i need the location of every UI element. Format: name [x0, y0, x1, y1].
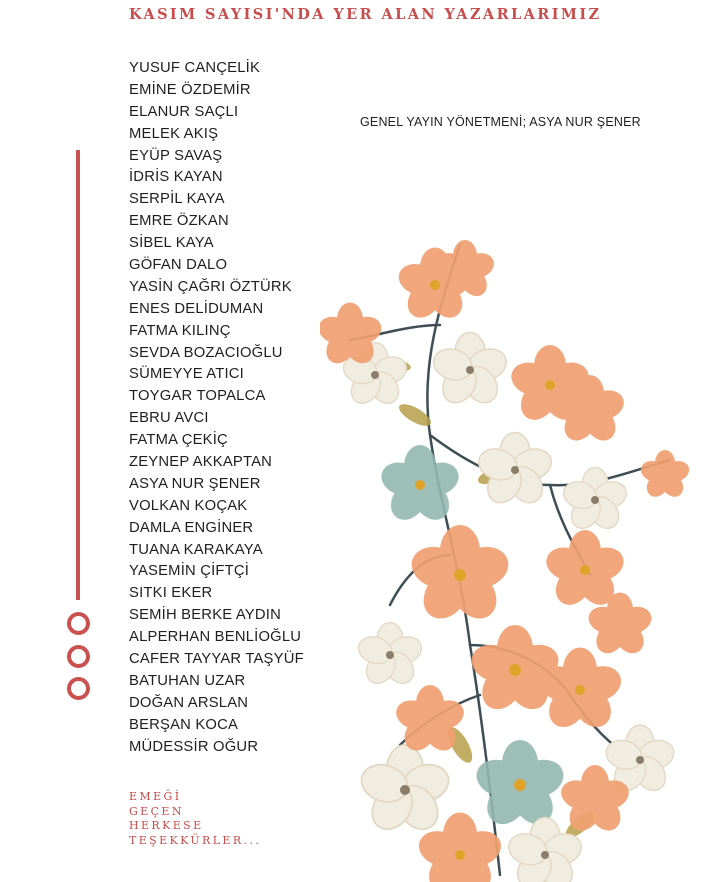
author-name: ELANUR SAÇLI — [129, 103, 239, 120]
author-name: EYÜP SAVAŞ — [129, 147, 223, 164]
decorative-ring-icon — [67, 612, 90, 635]
author-name: BERŞAN KOCA — [129, 716, 239, 733]
author-name: TUANA KARAKAYA — [129, 541, 263, 558]
author-name: SİBEL KAYA — [129, 235, 214, 252]
author-name: DAMLA ENGİNER — [129, 519, 254, 536]
author-name: MÜDESSİR OĞUR — [129, 738, 259, 755]
author-name: TOYGAR TOPALCA — [129, 388, 266, 405]
blossom-branch-illustration — [320, 225, 710, 882]
author-name: ASYA NUR ŞENER — [129, 475, 261, 492]
author-name: SITKI EKER — [129, 585, 213, 602]
author-name: SEMİH BERKE AYDIN — [129, 607, 281, 624]
thanks-note: EMEĞİ GEÇEN HERKESE TEŞEKKÜRLER... — [129, 790, 262, 847]
author-name: EMİNE ÖZDEMİR — [129, 81, 251, 98]
author-name: DOĞAN ARSLAN — [129, 694, 249, 711]
author-list — [129, 58, 304, 759]
author-name: ENES DELİDUMAN — [129, 300, 264, 317]
author-name: SERPİL KAYA — [129, 191, 225, 208]
author-name: EMRE ÖZKAN — [129, 213, 229, 230]
decorative-ring-icon — [67, 677, 90, 700]
author-name: EBRU AVCI — [129, 410, 209, 427]
author-name: CAFER TAYYAR TAŞYÜF — [129, 651, 304, 668]
author-name: FATMA KILINÇ — [129, 322, 231, 339]
decorative-vertical-line — [76, 150, 80, 600]
author-name: YASEMİN ÇİFTÇİ — [129, 563, 250, 580]
author-name: YASİN ÇAĞRI ÖZTÜRK — [129, 278, 292, 295]
decorative-ring-icon — [67, 645, 90, 668]
author-name: ZEYNEP AKKAPTAN — [129, 454, 273, 471]
author-name: SÜMEYYE ATICI — [129, 366, 244, 383]
author-name: YUSUF CANÇELİK — [129, 60, 261, 76]
author-name: SEVDA BOZACIOĞLU — [129, 344, 283, 361]
author-name: GÖFAN DALO — [129, 257, 228, 274]
author-name: VOLKAN KOÇAK — [129, 497, 248, 514]
author-name: BATUHAN UZAR — [129, 672, 246, 689]
author-name: İDRİS KAYAN — [129, 169, 223, 186]
page-title: KASIM SAYISI'NDA YER ALAN YAZARLARIMIZ — [129, 6, 602, 23]
author-name: MELEK AKIŞ — [129, 125, 219, 142]
author-name: ALPERHAN BENLİOĞLU — [129, 629, 302, 646]
editor-credit: GENEL YAYIN YÖNETMENİ; ASYA NUR ŞENER — [360, 115, 641, 129]
author-name: FATMA ÇEKİÇ — [129, 432, 228, 449]
